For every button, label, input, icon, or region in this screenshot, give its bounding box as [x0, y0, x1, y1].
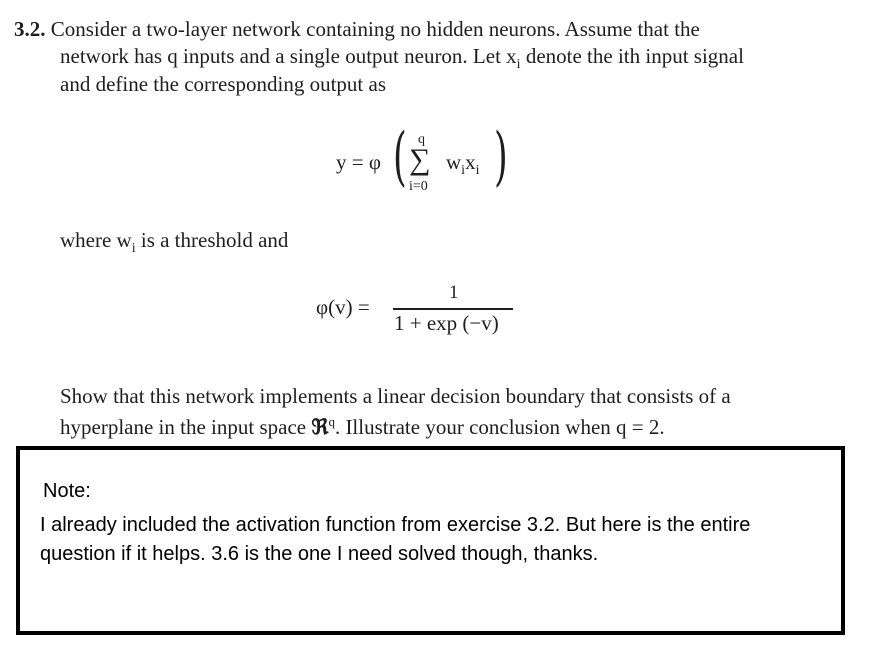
eq1-sum-bottom: i=0 — [409, 179, 428, 194]
note-body: I already included the activation function from exercise 3.2. But here is the entire question if it helps. 3.6 is the one I need solved though, thanks. — [40, 514, 751, 565]
where-sub: i — [131, 241, 136, 256]
eq1-close-paren: ) — [494, 120, 508, 194]
eq1-sigma: ∑ — [409, 143, 431, 176]
problem-number: 3.2. — [14, 17, 46, 41]
note-box — [16, 446, 845, 635]
problem-line-3 — [60, 71, 386, 97]
conclusion-frak: ℜ — [311, 415, 329, 439]
conclusion-text-2b: . Illustrate your conclusion when q = 2. — [334, 415, 665, 439]
eq2-lhs: φ(v) = — [316, 295, 370, 319]
conclusion-text-2a: hyperplane in the input space — [60, 415, 312, 439]
eq1-sum-top: q — [418, 132, 425, 147]
problem-text-2-sub: i — [516, 57, 521, 72]
where-text: where w — [60, 228, 132, 252]
note-title: Note: — [43, 480, 91, 502]
conclusion-sup: q — [328, 414, 335, 429]
problem-text-1: Consider a two-layer network containing no hidden neurons. Assume that the — [50, 17, 700, 41]
problem-text-2: network has q inputs and a single output neuron. Let x — [60, 44, 517, 68]
where-line — [60, 227, 288, 257]
conclusion-line-1 — [60, 383, 731, 409]
problem-line-1 — [14, 16, 700, 42]
eq2-numerator: 1 — [449, 282, 459, 303]
where-text-2: is a threshold and — [135, 228, 289, 252]
conclusion-line-2 — [60, 409, 665, 440]
eq2-denominator: 1 + exp (−v) — [394, 311, 499, 335]
eq2-fraction-bar — [393, 308, 513, 310]
eq1-term: $w_ix_i$ — [446, 150, 480, 178]
eq1-open-paren: ( — [393, 120, 407, 194]
problem-text-3: and define the corresponding output as — [60, 72, 386, 96]
conclusion-text-1: Show that this network implements a linear decision boundary that consists of a — [60, 384, 731, 408]
eq1-lhs: y = φ — [336, 150, 381, 174]
problem-line-2 — [60, 43, 744, 73]
problem-text-2-end: denote the ith input signal — [520, 44, 744, 68]
